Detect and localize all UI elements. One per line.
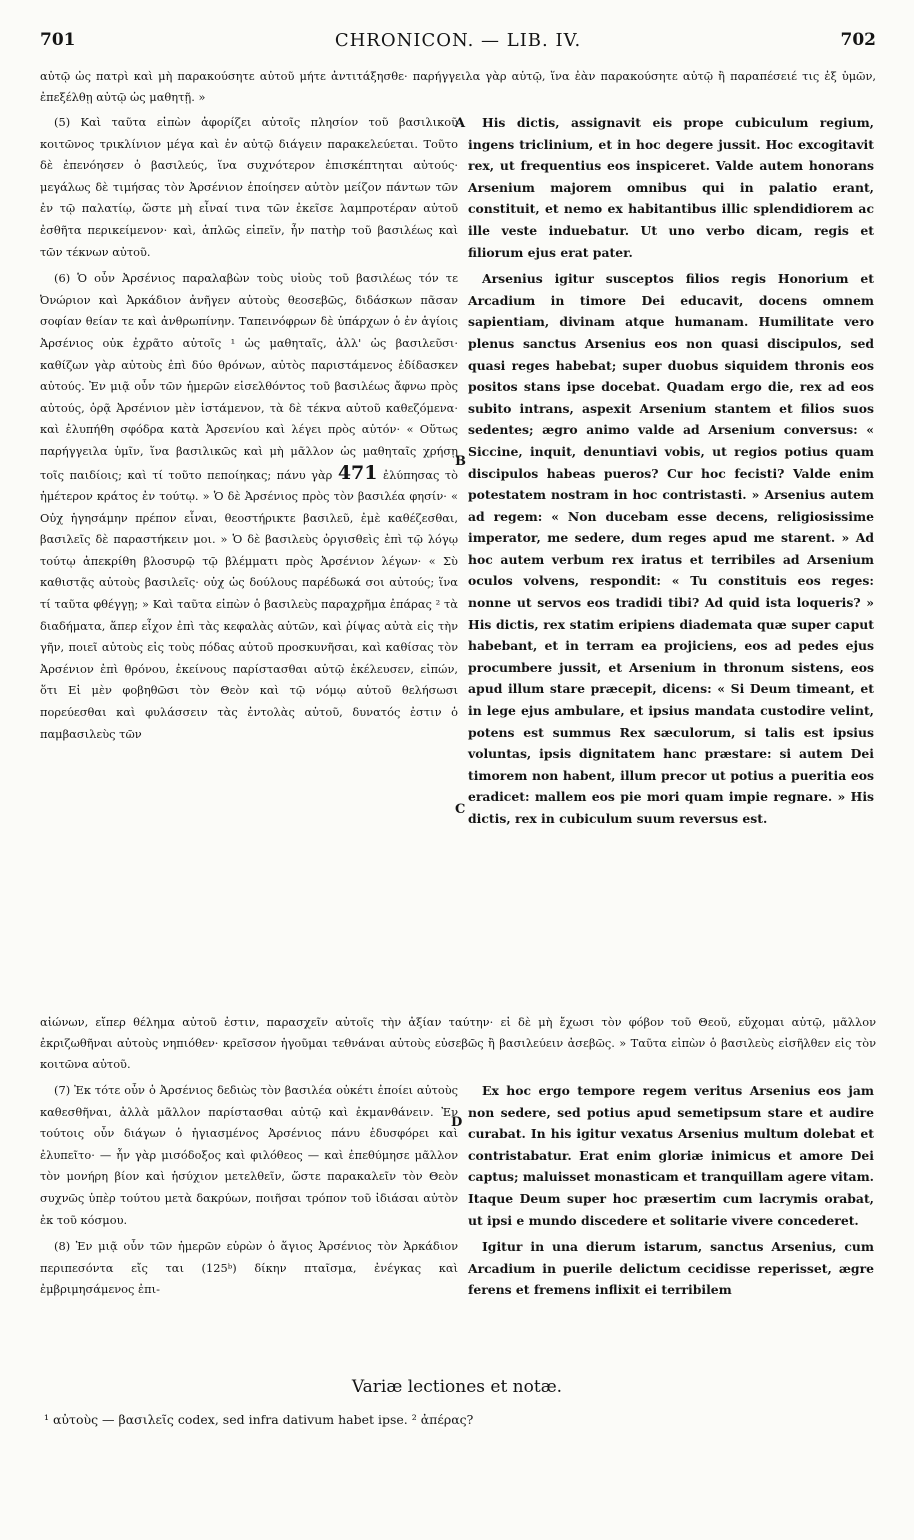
margin-mark-d: D: [451, 1115, 463, 1130]
latin-paragraph-1: His dictis, assignavit eis prope cubiculum regium, ingens triclinium, et in hoc degere jussit. Hoc excogitavit rex, ut frequentius eos inspiceret. Valde autem honorans Arsenium majorem omnibus qui in palatio erant, constituit, et nemo ex habitantibus illic splendidiorem ac ille veste induebatur. Ut uno verbo dicam, regis et filiorum ejus erat pater.: [468, 115, 874, 260]
greek-paragraph-6: [40, 268, 458, 745]
running-header: [40, 30, 876, 60]
latin-column-bottom: [468, 1080, 874, 1301]
greek-column-bottom: [40, 1080, 458, 1301]
latin-column-top: [468, 112, 874, 830]
greek-continuation: αἰώνων, εἴπερ θέλημα αὐτοῦ ἐστιν, παρασχεῖν αὐτοῖς τὴν ἀξίαν ταύτην· εἰ δὲ μὴ ἔχωσι τὸν φόβον τοῦ Θεοῦ, εὔχομαι αὐτῷ, μᾶλλον ἐκριζωθῆναι αὐτοὺς νηπιόθεν· κρεῖσσον ἡγοῦμαι τεθνάναι αὐτοὺς εὐσεβῶς ἢ βασιλεύειν ἀσεβῶς. » Ταῦτα εἰπὼν ὁ βασιλεὺς εἰσῆλθεν εἰς τὸν κοιτῶνα αὐτοῦ.: [40, 1015, 876, 1071]
latin-paragraph-3: Ex hoc ergo tempore regem veritus Arsenius eos jam non sedere, sed potius apud semetipsum stare et audire curabat. In his igitur vexatus Arsenius multum dolebat et contristabatur. Erat enim gloriæ inimicus et amore Dei captus; maluisset monasticam et tranquillam agere vitam. Itaque Deum super hoc præsertim cum lacrymis orabat, ut ipsi e mundo discedere et solitarie vivere concederet.: [468, 1083, 874, 1228]
greek-column-top: [40, 112, 458, 745]
greek-paragraph-7: (7) Ἐκ τότε οὖν ὁ Ἀρσένιος δεδιὼς τὸν βασιλέα οὐκέτι ἐποίει αὐτοὺς καθεσθῆναι, ἀλλὰ μᾶλλον παρίστασθαι αὐτῷ καὶ ἐκμανθάνειν. Ἐν τούτοις οὖν διάγων ὁ ἡγιασμένος Ἀρσένιος πάνυ ἐδυσφόρει καὶ ἐλυπεῖτο· — ἦν γὰρ μισόδοξος καὶ φιλόθεος — καὶ ἐπεθύμησε μᾶλλον τὸν μονήρη βίον καὶ ἡσύχιον μετελθεῖν, ὥστε παρακαλεῖν τὸν Θεὸν συχνῶς ὑπὲρ τούτου μετὰ δακρύων, ποιῆσαι τρόπον τοῦ ἰδιάσαι αὐτὸν ἐκ τοῦ κόσμου.: [40, 1083, 458, 1227]
latin-paragraph-4: Igitur in una dierum istarum, sanctus Arsenius, cum Arcadium in puerile delictum cecidisse reperisset, ægre ferens et fremens inflixit ei terribilem: [468, 1239, 874, 1298]
margin-mark-c: C: [455, 802, 466, 817]
greek-paragraph-6-part-b: ἐλύπησας τὸ ἡμέτερον κράτος ἐν τούτῳ. » Ὁ δὲ Ἀρσένιος πρὸς τὸν βασιλέα φησίν· « Οὐχ ἡγησάμην πρέπον εἶναι, θεοστήρικτε βασιλεῦ, ἐμὲ καθέζεσθαι, βασιλεῖς δὲ παραστήκειν μοι. » Ὁ δὲ βασιλεὺς ὀργισθεὶς ἐπὶ τῷ λόγῳ τούτῳ ἀπεκρίθη βλοσυρῷ τῷ βλέμματι πρὸς Ἀρσένιον λέγων· « Σὺ καθιστᾷς αὐτοὺς βασιλεῖς· οὐχ ὡς δούλους παρέδωκά σοι αὐτούς; ἵνα τί ταῦτα φθέγγῃ; » Καὶ ταῦτα εἰπὼν ὁ βασιλεὺς παραχρῆμα ἐπάρας ² τὰ διαδήματα, ἅπερ εἶχον ἐπὶ τὰς κεφαλὰς αὐτῶν, καὶ ῥίψας αὐτὰ εἰς τὴν γῆν, ποιεῖ αὐτοὺς εἰς τοὺς πόδας αὐτοῦ προσκυνῆσαι, καὶ καθίσας τὸν Ἀρσένιον ἐπὶ θρόνου, ἐκείνους παρίστασθαι αὐτῷ ἐκέλευσεν, εἰπών, ὅτι Εἰ μὲν φοβηθῶσι τὸν Θεὸν καὶ τῷ νόμῳ αὐτοῦ θελήσωσι πορεύεσθαι καὶ φυλάσσειν τὰς ἐντολὰς αὐτοῦ, δυνατός ἐστιν ὁ παμβασιλεὺς τῶν: [40, 467, 458, 741]
latin-paragraph-2: Arsenius igitur susceptos filios regis Honorium et Arcadium in timore Dei educavit, docens omnem sapientiam, divinam atque humanam. Humilitate vero plenus sanctus Arsenius eos non quasi discipulos, sed quasi reges habebat; super duobus siquidem thronis eos positos stans ipse docebat. Quadam ergo die, rex ad eos subito intrans, aspexit Arsenium stantem et filios suos sedentes; ægro animo valde ad Arsenium conversus: « Siccine, inquit, denuntiavi vobis, ut regios potius quam discipulos habeas pueros? Cur hoc fecisti? Valde enim potestatem nostram in hoc contristasti. » Arsenius autem ad regem: « Non ducebam esse decens, religiosissime imperator, me sedere, dum reges apud me starent. » Ad hoc autem verbum rex iratus et terribiles ad Arsenium oculos volvens, respondit: « Tu constituis eos reges: nonne ut servos eos tradidi tibi? Ad quid ista loqueris? » His dictis, rex statim eripiens diademata quæ super caput habebant, et in terram ea projiciens, eos ad pedes ejus procumbere jussit, et Arsenium in thronum sistens, eos apud illum stare præcepit, dicens: « Si Deum timeant, et in lege ejus ambulare, et ipsius mandata custodire velint, potens est summus Rex sæculorum, si talis est ipsius voluntas, ipsis dignitatem hanc præstare: si autem Dei timorem non habent, illum precor ut potius a pueritia eos eradicet: mallem eos pie mori quam impie regnare. » His dictis, rex in cubiculum suum reversus est.: [468, 271, 874, 826]
greek-paragraph-8: (8) Ἐν μιᾷ οὖν τῶν ἡμερῶν εὑρὼν ὁ ἅγιος Ἀρσένιος τὸν Ἀρκάδιον περιπεσόντα εἴς ται (125ᵇ) δίκην πταῖσμα, ἐνέγκας καὶ ἐμβριμησάμενος ἐπι-: [40, 1239, 458, 1297]
running-title: CHRONICON. — LIB. IV.: [334, 30, 582, 51]
greek-paragraph-6-part-a: (6) Ὁ οὖν Ἀρσένιος παραλαβὼν τοὺς υἱοὺς τοῦ βασιλέως τόν τε Ὀνώριον καὶ Ἀρκάδιον ἀνῆγεν αὐτοὺς θεοσεβῶς, διδάσκων πᾶσαν σοφίαν θείαν τε καὶ ἀνθρωπίνην. Ταπεινόφρων δὲ ὑπάρχων ὁ ἐν ἁγίοις Ἀρσένιος οὐκ ἐχρᾶτο αὐτοῖς ¹ ὡς μαθηταῖς, ἀλλ' ὡς βασιλεῦσι· καθίζων γὰρ αὐτοὺς ἐπὶ δύο θρόνων, αὐτὸς παριστάμενος ἐδίδασκεν αὐτούς. Ἐν μιᾷ οὖν τῶν ἡμερῶν εἰσελθόντος τοῦ βασιλέως ἄφνω πρὸς αὐτούς, ὁρᾷ Ἀρσένιον μὲν ἱστάμενον, τὰ δὲ τέκνα αὐτοῦ καθεζόμενα· καὶ ἐλυπήθη σφόδρα κατὰ Ἀρσενίου καὶ λέγει πρὸς αὐτόν· « Οὕτως παρήγγειλα ὑμῖν, ἵνα βασιλικῶς καὶ μὴ μᾶλλον ὡς μαθηταῖς χρήσῃ τοῖς παιδίοις; καὶ τί τοῦτο πεποίηκας; πάνυ γὰρ: [40, 271, 458, 482]
margin-mark-a: A: [455, 116, 466, 131]
notes-text: ¹ αὐτοὺς — βασιλεῖς codex, sed infra dativum habet ipse. ² ἀπέρας?: [44, 1412, 474, 1427]
opening-greek-line: αὐτῷ ὡς πατρὶ καὶ μὴ παρακούσητε αὐτοῦ μήτε ἀντιτάξησθε· παρήγγειλα γὰρ αὐτῷ, ἵνα ἐὰν παρακούσητε αὐτῷ ἢ παραπέσειέ τις ἐξ ὑμῶν, ἐπεξέλθῃ αὐτῷ ὡς μαθητῇ. »: [40, 69, 876, 104]
page-number-left: 701: [40, 30, 76, 50]
column-page-mark: 471: [337, 461, 378, 484]
notes-title: Variæ lectiones et notæ.: [351, 1377, 563, 1397]
page-number-right: 702: [840, 30, 876, 50]
margin-mark-b: B: [455, 454, 466, 469]
greek-paragraph-5: (5) Καὶ ταῦτα εἰπὼν ἀφορίζει αὐτοῖς πλησίον τοῦ βασιλικοῦ κοιτῶνος τρικλίνιον μέγα καὶ ἐν αὐτῷ διάγειν παρακελεύεται. Τοῦτο δὲ ἐπενόησεν ὁ βασιλεύς, ἵνα συχνότερον ἐπισκέπτηται αὐτούς· μεγάλως δὲ τιμήσας τὸν Ἀρσένιον ἐποίησεν αὐτὸν μείζον πάντων τῶν ἐν τῷ παλατίῳ, ὥστε μὴ εἶναί τινα τῶν ἐκεῖσε λαμπροτέραν αὐτοῦ ἐσθῆτα περικείμενον· καὶ, ἁπλῶς εἰπεῖν, ἦν πατὴρ τοῦ βασιλέως καὶ τῶν τέκνων αὐτοῦ.: [40, 115, 458, 259]
